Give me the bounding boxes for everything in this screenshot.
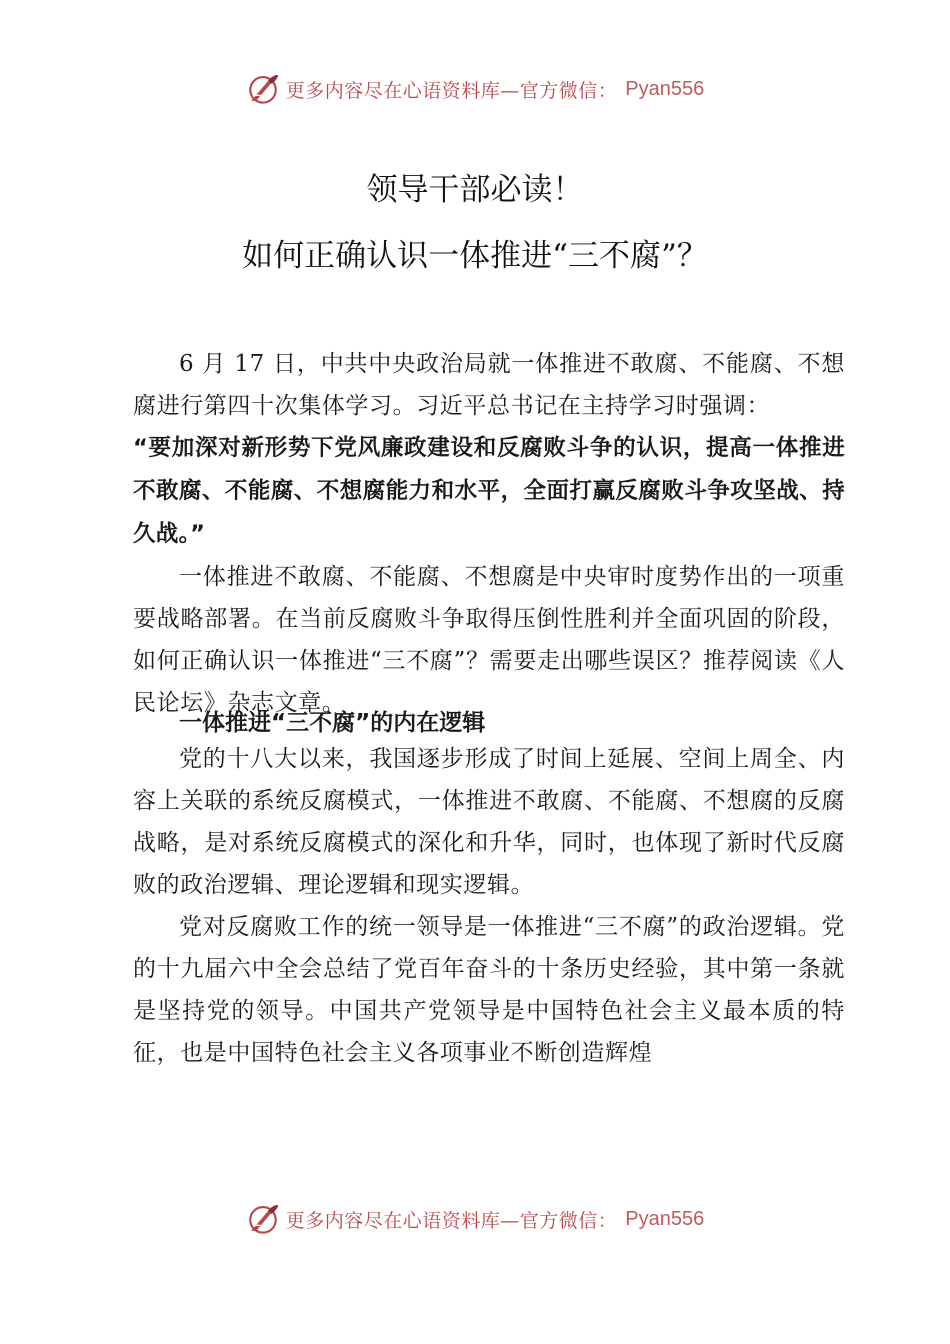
document-body (133, 343, 845, 1074)
watermark-wechat-id: Pyan556 (625, 1207, 705, 1230)
quote-paragraph: “要加深对新形势下党风廉政建设和反腐败斗争的认识，提高一体推进不敢腐、不能腐、不想腐能力和水平，全面打赢反腐败斗争攻坚战、持久战。” (133, 435, 845, 547)
paragraph-system-anticorruption: 党的十八大以来，我国逐步形成了时间上延展、空间上周全、内容上关联的系统反腐模式，一体推进不敢腐、不能腐、不想腐的反腐战略，是对系统反腐模式的深化和升华，同时，也体现了新时代反腐败的政治逻辑、理论逻辑和现实逻辑。 (133, 746, 845, 898)
document-title-line-2: 如何正确认识一体推进“三不腐”？ (242, 238, 708, 274)
section-heading: 一体推进“三不腐”的内在逻辑 (179, 710, 486, 736)
document-title-line-1: 领导干部必读！ (366, 172, 584, 208)
quill-logo-icon (246, 1202, 280, 1236)
watermark-text: 更多内容尽在心语资料库—官方微信： (285, 79, 618, 102)
paragraph-strategy: 一体推进不敢腐、不能腐、不想腐是中央审时度势作出的一项重要战略部署。在当前反腐败斗争取得压倒性胜利并全面巩固的阶段，如何正确认识一体推进“三不腐”？需要走出哪些误区？推荐阅读《人民论坛》杂志文章。 (133, 564, 845, 716)
paragraph-political-logic: 党对反腐败工作的统一领导是一体推进“三不腐”的政治逻辑。党的十九届六中全会总结了党百年奋斗的十条历史经验，其中第一条就是坚持党的领导。中国共产党领导是中国特色社会主义最本质的特征，也是中国特色社会主义各项事业不断创造辉煌 (133, 914, 845, 1066)
watermark-wechat-id: Pyan556 (625, 77, 705, 100)
header-watermark (0, 72, 950, 106)
watermark-text: 更多内容尽在心语资料库—官方微信： (285, 1209, 618, 1232)
footer-watermark (0, 1202, 950, 1236)
quill-logo-icon (246, 72, 280, 106)
paragraph-intro: 6 月 17 日，中共中央政治局就一体推进不敢腐、不能腐、不想腐进行第四十次集体学习。习近平总书记在主持学习时强调： (133, 351, 845, 419)
